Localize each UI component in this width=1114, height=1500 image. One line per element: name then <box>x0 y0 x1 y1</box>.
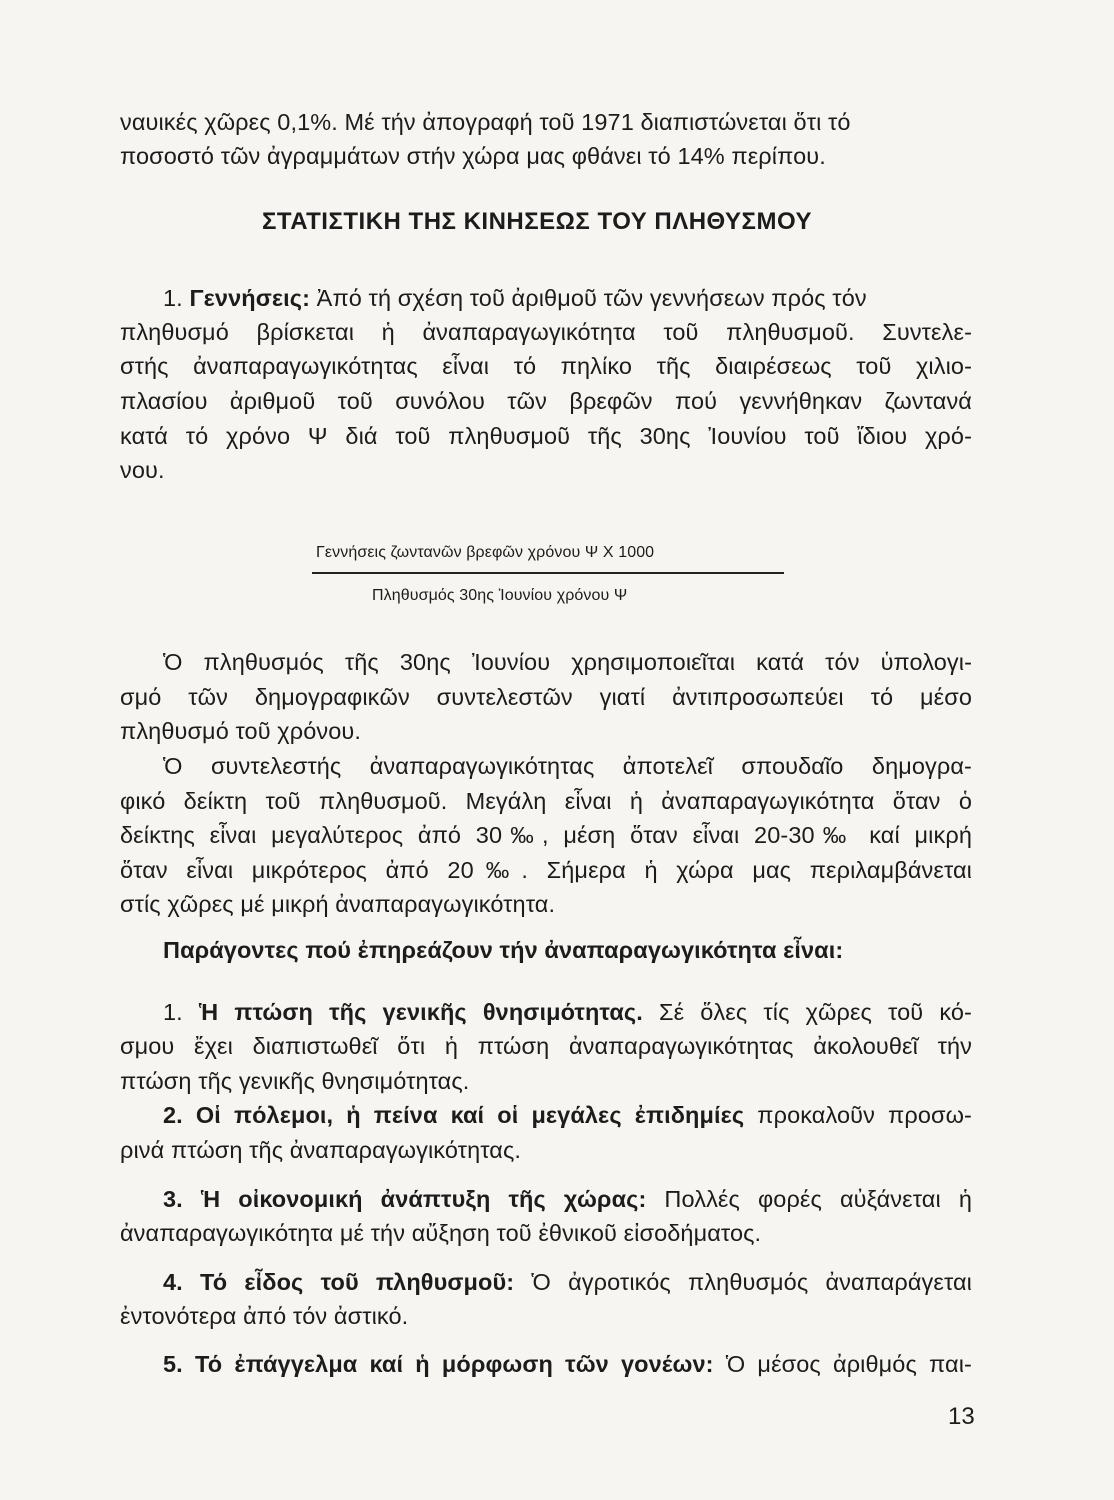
paragraph-line: πτώση τῆς γενικῆς θνησιμότητας. <box>120 1068 470 1094</box>
page-number: 13 <box>948 1403 975 1430</box>
paragraph-line: φικό δείκτη τοῦ πληθυσμοῦ. Μεγάλη εἶναι ἡ ἀναπαραγωγικότητα ὅταν ὁ <box>120 788 972 814</box>
list-item: 3. Ἡ οἰκονομική ἀνάπτυξη τῆς χώρας: Πολλές φορές αὐξάνεται ἡ <box>163 1186 972 1212</box>
paragraph-line: νου. <box>120 457 165 483</box>
paragraph-line: ἐντονότερα ἀπό τόν ἀστικό. <box>120 1303 409 1329</box>
paragraph-line: στίς χῶρες μέ μικρή ἀναπαραγωγικότητα. <box>120 891 556 917</box>
paragraph-line: σμου ἔχει διαπιστωθεῖ ὅτι ἡ πτώση ἀναπαραγωγικότητας ἀκολουθεῖ τήν <box>120 1033 972 1059</box>
formula-denominator: Πληθυσμός 30ης Ἰουνίου χρόνου Ψ <box>372 587 628 604</box>
list-item: 1. Ἡ πτώση τῆς γενικῆς θνησιμότητας. Σέ ὅλες τίς χῶρες τοῦ κό- <box>163 999 972 1025</box>
paragraph-line: πληθυσμό τοῦ χρόνου. <box>120 718 361 744</box>
paragraph-line: Ὁ συντελεστής ἀναπαραγωγικότητας ἀποτελεῖ σπουδαῖο δημογρα- <box>163 753 972 779</box>
paragraph-line: ὅταν εἶναι μικρότερος ἀπό 20‰. Σήμερα ἡ χώρα μας περιλαμβάνεται <box>120 857 972 883</box>
list-item: 5. Τό ἐπάγγελμα καί ἡ μόρφωση τῶν γονέων: Ὁ μέσος ἀριθμός παι- <box>163 1351 972 1377</box>
paragraph-line: κατά τό χρόνο Ψ διά τοῦ πληθυσμοῦ τῆς 30ης Ἰουνίου τοῦ ἴδιου χρό- <box>120 423 972 449</box>
paragraph-line: ναυικές χῶρες 0,1%. Μέ τήν ἀπογραφή τοῦ 1971 διαπιστώνεται ὅτι τό <box>120 109 851 135</box>
paragraph-line: πλασίου ἀριθμοῦ τοῦ συνόλου τῶν βρεφῶν πού γεννήθηκαν ζωντανά <box>120 388 972 414</box>
paragraph-line: πληθυσμό βρίσκεται ἡ ἀναπαραγωγικότητα τοῦ πληθυσμοῦ. Συντελε- <box>120 319 972 345</box>
section-title: ΣΤΑΤΙΣΤΙΚΗ ΤΗΣ ΚΙΝΗΣΕΩΣ ΤΟΥ ΠΛΗΘΥΣΜΟΥ <box>262 208 812 235</box>
paragraph-line: Ὁ πληθυσμός τῆς 30ης Ἰουνίου χρησιμοποιεῖται κατά τόν ὑπολογι- <box>163 649 972 675</box>
fraction-bar <box>312 572 784 574</box>
paragraph-line: δείκτης εἶναι μεγαλύτερος ἀπό 30‰, μέση ὅταν εἶναι 20-30‰ καί μικρή <box>120 822 972 848</box>
subheading: Παράγοντες πού ἐπηρεάζουν τήν ἀναπαραγωγικότητα εἶναι: <box>163 937 844 963</box>
paragraph-line: στής ἀναπαραγωγικότητας εἶναι τό πηλίκο τῆς διαιρέσεως τοῦ χιλιο- <box>120 353 972 379</box>
list-item: 4. Τό εἶδος τοῦ πληθυσμοῦ: Ὁ ἀγροτικός πληθυσμός ἀναπαράγεται <box>163 1269 972 1295</box>
paragraph-line: 1. Γεννήσεις: Ἀπό τή σχέση τοῦ ἀριθμοῦ τῶν γεννήσεων πρός τόν <box>163 285 867 311</box>
formula-numerator: Γεννήσεις ζωντανῶν βρεφῶν χρόνου Ψ Χ 1000 <box>316 544 655 561</box>
paragraph-line: ἀναπαραγωγικότητα μέ τήν αὔξηση τοῦ ἐθνικοῦ εἰσοδήματος. <box>120 1220 762 1246</box>
paragraph-line: ρινά πτώση τῆς ἀναπαραγωγικότητας. <box>120 1137 522 1163</box>
paragraph-line: σμό τῶν δημογραφικῶν συντελεστῶν γιατί ἀντιπροσωπεύει τό μέσο <box>120 684 972 710</box>
list-item: 2. Οἱ πόλεμοι, ἡ πείνα καί οἱ μεγάλες ἐπιδημίες προκαλοῦν προσω- <box>163 1102 972 1128</box>
paragraph-line: ποσοστό τῶν ἀγραμμάτων στήν χώρα μας φθάνει τό 14% περίπου. <box>120 143 826 169</box>
